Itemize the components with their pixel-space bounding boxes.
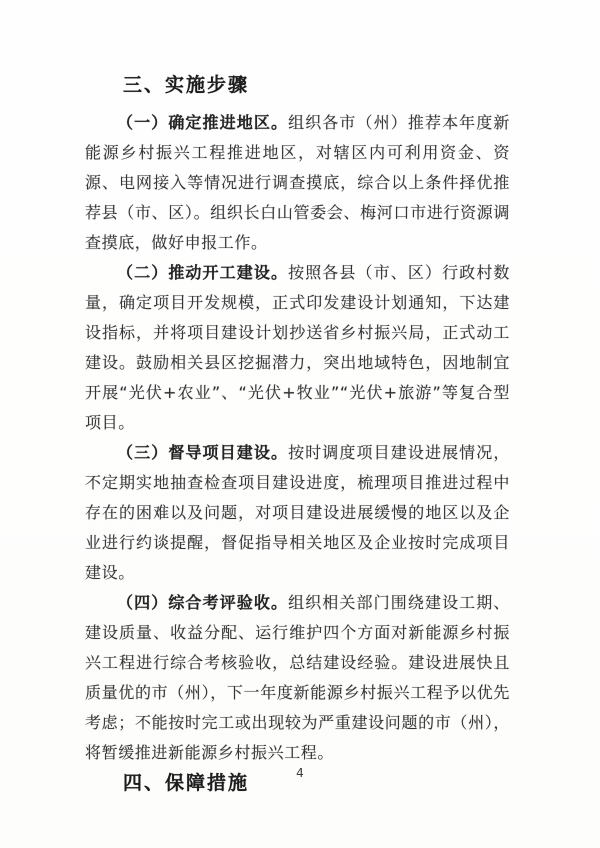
page-number: 4	[296, 766, 304, 780]
paragraph-3-supervise-projects	[85, 438, 510, 588]
paragraph-2-body: 按照各县（市、区）行政村数量，确定项目开发规模，正式印发建设计划通知，下达建设指标，并将项目建设计划抄送省乡村振兴局，正式动工建设。鼓励相关县区挖掘潜力，突出地域特色，因地制宜开展“光伏+农业”、“光伏+牧业”“光伏+旅游”等复合型项目。	[85, 263, 510, 432]
section-heading-implementation-steps: 三、实施步骤	[123, 74, 250, 96]
paragraph-4-lead: （四）综合考评验收。	[117, 593, 289, 612]
paragraph-4-comprehensive-acceptance	[85, 588, 510, 768]
section-heading-safeguard-measures: 四、保障措施	[123, 772, 250, 794]
paragraph-1-determine-regions	[85, 108, 510, 258]
paragraph-1-body: 组织各市（州）推荐本年度新能源乡村振兴工程推进地区，对辖区内可利用资金、资源、电网接入等情况进行调查摸底，综合以上条件择优推荐县（市、区）。组织长白山管委会、梅河口市进行资源调查摸底，做好申报工作。	[85, 113, 510, 252]
document-content	[85, 70, 510, 798]
paragraph-2-promote-construction	[85, 258, 510, 438]
paragraph-2-lead: （二）推动开工建设。	[117, 263, 289, 282]
paragraph-4-body: 组织相关部门围绕建设工期、建设质量、收益分配、运行维护四个方面对新能源乡村振兴工程进行综合考核验收，总结建设经验。建设进展快且质量优的市（州），下一年度新能源乡村振兴工程予以优先考虑；不能按时完工或出现较为严重建设问题的市（州），将暂缓推进新能源乡村振兴工程。	[85, 593, 510, 762]
paragraph-3-lead: （三）督导项目建设。	[117, 443, 289, 462]
paragraph-3-body: 按时调度项目建设进展情况，不定期实地抽查检查项目建设进度，梳理项目推进过程中存在的困难以及问题，对项目建设进展缓慢的地区以及企业进行约谈提醒，督促指导相关地区及企业按时完成项目建设。	[85, 443, 510, 582]
paragraph-1-lead: （一）确定推进地区。	[117, 113, 289, 132]
